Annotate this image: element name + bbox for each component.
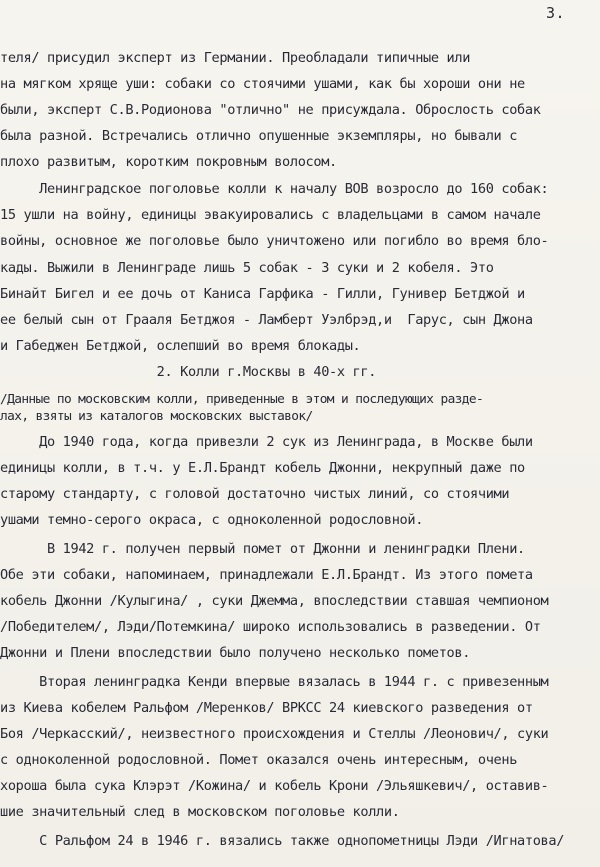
text-line: кады. Выжили в Ленинграде лишь 5 собак - 3 суки и 2 кобеля. Это bbox=[0, 260, 494, 276]
text-line: До 1940 года, когда привезли 2 сук из Ленинграда, в Москве были bbox=[0, 434, 533, 450]
page-number: 3. bbox=[546, 4, 566, 22]
text-line: были, эксперт С.В.Родионова "отлично" не присуждала. Оброслость собак bbox=[0, 102, 541, 118]
text-line: плохо развитым, коротким покровным волосом. bbox=[0, 154, 337, 170]
text-line: войны, основное же поголовье было уничтожено или погибло во время бло- bbox=[0, 233, 549, 249]
text-line: старому стандарту, с головой достаточно чистых линий, со стоячими bbox=[0, 486, 510, 502]
text-line: Обе эти собаки, напоминаем, принадлежали Е.Л.Брандт. Из этого помета bbox=[0, 567, 533, 583]
text-line: Джонни и Плени впоследствии было получено несколько пометов. bbox=[0, 645, 471, 661]
text-line: из Киева кобелем Ральфом /Меренков/ ВРКСС 24 киевского разведения от bbox=[0, 700, 533, 716]
text-line: Ленинградское поголовье колли к началу ВОВ возросло до 160 собак: bbox=[0, 181, 549, 197]
text-line: В 1942 г. получен первый помет от Джонни и ленинградки Плени. bbox=[0, 541, 525, 557]
text-line: на мягком хряще уши: собаки со стоячими ушами, как бы хороши они не bbox=[0, 76, 525, 92]
text-line: Бинайт Бигел и ее дочь от Каниса Гарфика - Гилли, Гунивер Бетджой и bbox=[0, 286, 525, 302]
text-line: /Данные по московским колли, приведенные в этом и последующих разде- bbox=[0, 392, 484, 407]
text-line: с одноколенной родословной. Помет оказался очень интересным, очень bbox=[0, 752, 518, 768]
text-line: единицы колли, в т.ч. у Е.Л.Брандт кобель Джонни, некрупный даже по bbox=[0, 460, 525, 476]
section-heading: 2. Колли г.Москвы в 40-х гг. bbox=[0, 364, 377, 380]
text-line: кобель Джонни /Кулыгина/ , суки Джемма, впоследствии ставшая чемпионом bbox=[0, 593, 549, 609]
text-line: ее белый сын от Грааля Бетджоя - Ламберт Уэлбрэд,и Гарус, сын Джона bbox=[0, 312, 533, 328]
text-line: была разной. Встречались отлично опушенные экземпляры, но бывали с bbox=[0, 128, 518, 144]
text-line: хороша была сука Клэрэт /Кожина/ и кобель Крони /Эльяшкевич/, оставив- bbox=[0, 778, 549, 794]
text-line: 15 ушли на войну, единицы эвакуировались с владельцами в самом начале bbox=[0, 207, 541, 223]
text-line: и Габеджен Бетджой, ослепший во время блокады. bbox=[0, 338, 361, 354]
text-line: /Победителем/, Лэди/Потемкина/ широко использовались в разведении. От bbox=[0, 619, 541, 635]
text-line: С Ральфом 24 в 1946 г. вязались также однопометницы Лэди /Игнатова/ bbox=[0, 833, 565, 849]
text-line: Боя /Черкасский/, неизвестного происхождения и Стеллы /Леонович/, суки bbox=[0, 726, 549, 742]
text-line: Вторая ленинградка Кенди впервые вязалась в 1944 г. с привезенным bbox=[0, 674, 549, 690]
text-line: лах, взяты из каталогов московских выставок/ bbox=[0, 409, 313, 424]
text-line: ушами темно-серого окраса, с одноколенной родословной. bbox=[0, 512, 424, 528]
text-line: теля/ присудил эксперт из Германии. Преобладали типичные или bbox=[0, 50, 478, 66]
text-line: шие значительный след в московском поголовье колли. bbox=[0, 804, 400, 820]
